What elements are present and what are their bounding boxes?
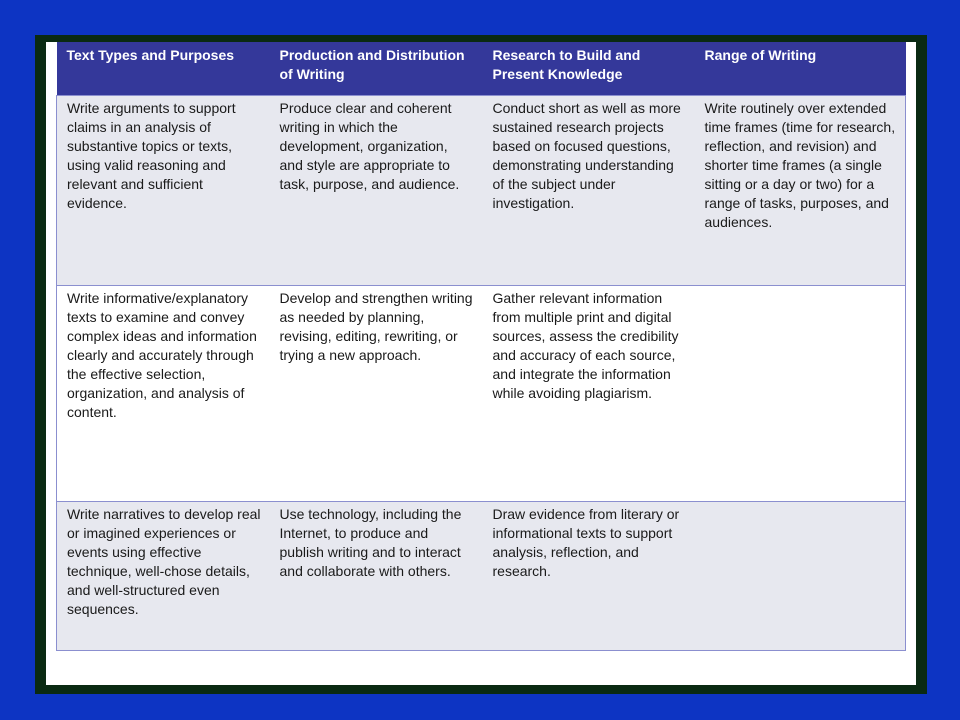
table-header-row bbox=[57, 42, 906, 95]
table-cell: Gather relevant information from multiple print and digital sources, assess the credibility and accuracy of each source, and integrate the information while avoiding plagiarism. bbox=[483, 285, 695, 501]
header-production-distribution: Production and Distribution of Writing bbox=[270, 42, 483, 95]
header-research: Research to Build and Present Knowledge bbox=[483, 42, 695, 95]
header-range-of-writing: Range of Writing bbox=[695, 42, 906, 95]
table-cell: Write narratives to develop real or imagined experiences or events using effective technique, well-chose details, and well-structured even sequences. bbox=[57, 501, 270, 650]
table-cell: Write arguments to support claims in an analysis of substantive topics or texts, using valid reasoning and relevant and sufficient evidence. bbox=[57, 95, 270, 285]
header-text-types: Text Types and Purposes bbox=[57, 42, 270, 95]
writing-standards-table bbox=[56, 42, 906, 651]
table-cell-empty bbox=[695, 285, 906, 501]
table-cell: Write routinely over extended time frames (time for research, reflection, and revision) and shorter time frames (a single sitting or a day or two) for a range of tasks, purposes, and audiences. bbox=[695, 95, 906, 285]
table-cell: Produce clear and coherent writing in which the development, organization, and style are appropriate to task, purpose, and audience. bbox=[270, 95, 483, 285]
table-cell-empty bbox=[695, 501, 906, 650]
table-cell: Conduct short as well as more sustained research projects based on focused questions, demonstrating understanding of the subject under investigation. bbox=[483, 95, 695, 285]
table-row bbox=[57, 285, 906, 501]
table-cell: Use technology, including the Internet, to produce and publish writing and to interact and collaborate with others. bbox=[270, 501, 483, 650]
table-cell: Develop and strengthen writing as needed by planning, revising, editing, rewriting, or trying a new approach. bbox=[270, 285, 483, 501]
table-row bbox=[57, 501, 906, 650]
table-row bbox=[57, 95, 906, 285]
table-cell: Draw evidence from literary or informational texts to support analysis, reflection, and research. bbox=[483, 501, 695, 650]
table-cell: Write informative/explanatory texts to examine and convey complex ideas and information clearly and accurately through the effective selection, organization, and analysis of content. bbox=[57, 285, 270, 501]
